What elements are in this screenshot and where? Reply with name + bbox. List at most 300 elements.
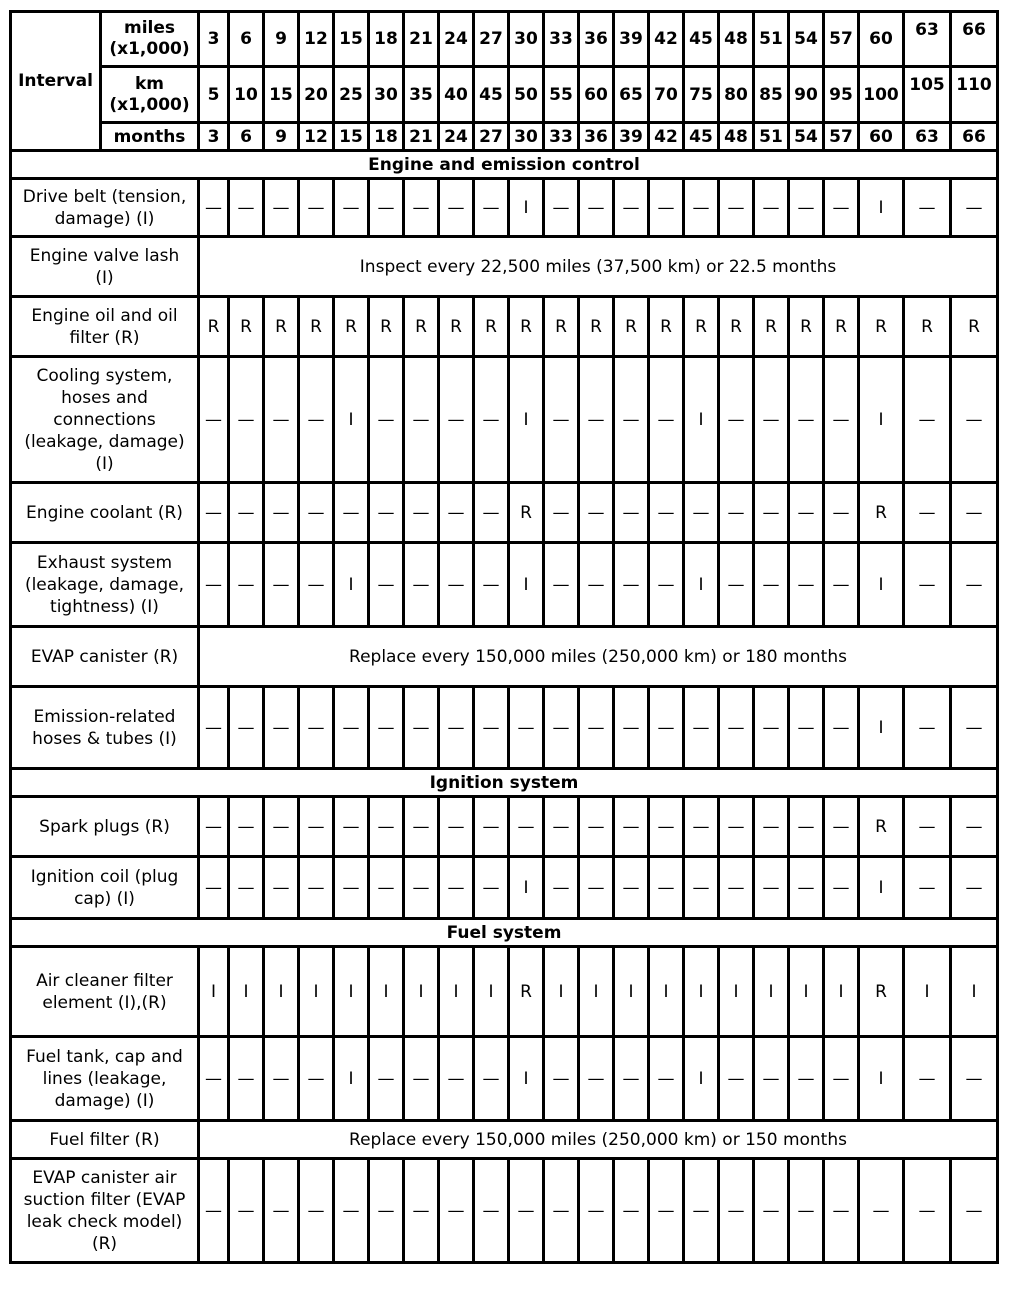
miles-value: 24 bbox=[439, 12, 474, 67]
schedule-cell: — bbox=[404, 1159, 439, 1263]
miles-value: 9 bbox=[264, 12, 299, 67]
km-value: 90 bbox=[789, 67, 824, 123]
schedule-cell: — bbox=[439, 1037, 474, 1121]
schedule-cell: — bbox=[369, 357, 404, 483]
months-value: 66 bbox=[951, 123, 998, 151]
schedule-cell: — bbox=[824, 1037, 859, 1121]
schedule-cell: I bbox=[474, 947, 509, 1037]
schedule-cell: I bbox=[859, 179, 904, 237]
schedule-cell: — bbox=[229, 543, 264, 627]
schedule-cell: — bbox=[544, 543, 579, 627]
schedule-cell: — bbox=[199, 179, 229, 237]
maintenance-schedule-table bbox=[9, 10, 999, 1264]
km-unit-label bbox=[101, 67, 199, 123]
miles-value: 54 bbox=[789, 12, 824, 67]
schedule-cell: — bbox=[951, 857, 998, 919]
miles-value: 36 bbox=[579, 12, 614, 67]
schedule-cell: — bbox=[754, 1159, 789, 1263]
schedule-cell: — bbox=[264, 179, 299, 237]
schedule-row bbox=[11, 797, 998, 857]
schedule-cell: I bbox=[509, 357, 544, 483]
schedule-cell: — bbox=[264, 687, 299, 769]
km-value: 15 bbox=[264, 67, 299, 123]
schedule-cell: I bbox=[509, 179, 544, 237]
header-row-months bbox=[11, 123, 998, 151]
schedule-cell: — bbox=[439, 1159, 474, 1263]
km-value: 110 bbox=[951, 67, 998, 123]
schedule-cell: — bbox=[614, 857, 649, 919]
item-label bbox=[11, 947, 199, 1037]
schedule-cell: I bbox=[509, 857, 544, 919]
schedule-cell: — bbox=[299, 857, 334, 919]
label-line: damage) (I) bbox=[54, 208, 155, 229]
schedule-cell: — bbox=[229, 357, 264, 483]
schedule-row bbox=[11, 179, 998, 237]
miles-value: 27 bbox=[474, 12, 509, 67]
miles-value: 6 bbox=[229, 12, 264, 67]
schedule-cell: — bbox=[649, 483, 684, 543]
schedule-cell: — bbox=[199, 687, 229, 769]
schedule-cell: — bbox=[579, 687, 614, 769]
schedule-cell: — bbox=[754, 1037, 789, 1121]
months-value: 6 bbox=[229, 123, 264, 151]
km-value: 35 bbox=[404, 67, 439, 123]
months-value: 54 bbox=[789, 123, 824, 151]
schedule-row bbox=[11, 1159, 998, 1263]
label-line: Air cleaner filter bbox=[36, 970, 173, 991]
schedule-cell: — bbox=[904, 1159, 951, 1263]
schedule-cell: R bbox=[229, 297, 264, 357]
schedule-cell: I bbox=[509, 1037, 544, 1121]
km-value: 55 bbox=[544, 67, 579, 123]
schedule-cell: — bbox=[951, 543, 998, 627]
months-value: 9 bbox=[264, 123, 299, 151]
label-line: km bbox=[134, 73, 165, 94]
months-value: 42 bbox=[649, 123, 684, 151]
miles-value: 3 bbox=[199, 12, 229, 67]
schedule-cell: — bbox=[544, 357, 579, 483]
item-label bbox=[11, 357, 199, 483]
schedule-cell: R bbox=[859, 797, 904, 857]
schedule-cell: I bbox=[369, 947, 404, 1037]
schedule-cell: — bbox=[369, 179, 404, 237]
schedule-cell: — bbox=[474, 1037, 509, 1121]
schedule-cell: — bbox=[404, 857, 439, 919]
schedule-cell: R bbox=[684, 297, 719, 357]
item-label bbox=[11, 797, 199, 857]
schedule-cell: — bbox=[579, 179, 614, 237]
schedule-cell: — bbox=[904, 179, 951, 237]
schedule-cell: — bbox=[649, 687, 684, 769]
schedule-cell: — bbox=[789, 857, 824, 919]
section-header-row bbox=[11, 151, 998, 179]
schedule-cell: — bbox=[824, 1159, 859, 1263]
months-unit-label: months bbox=[101, 123, 199, 151]
schedule-cell: — bbox=[789, 179, 824, 237]
schedule-cell: — bbox=[369, 797, 404, 857]
months-value: 30 bbox=[509, 123, 544, 151]
schedule-cell: — bbox=[404, 357, 439, 483]
schedule-cell: I bbox=[334, 543, 369, 627]
schedule-cell: — bbox=[754, 357, 789, 483]
section-header-row bbox=[11, 769, 998, 797]
schedule-row bbox=[11, 483, 998, 543]
schedule-cell: — bbox=[579, 1037, 614, 1121]
schedule-cell: — bbox=[649, 1037, 684, 1121]
miles-value: 63 bbox=[904, 12, 951, 67]
schedule-cell: — bbox=[754, 687, 789, 769]
schedule-cell: — bbox=[684, 179, 719, 237]
schedule-row bbox=[11, 543, 998, 627]
km-value: 85 bbox=[754, 67, 789, 123]
schedule-cell: — bbox=[229, 483, 264, 543]
interval-note: Replace every 150,000 miles (250,000 km) or 180 months bbox=[199, 627, 998, 687]
schedule-row bbox=[11, 297, 998, 357]
schedule-cell: R bbox=[859, 483, 904, 543]
schedule-cell: — bbox=[614, 483, 649, 543]
schedule-cell: — bbox=[951, 483, 998, 543]
schedule-cell: — bbox=[684, 1159, 719, 1263]
schedule-cell: — bbox=[264, 857, 299, 919]
schedule-cell: — bbox=[199, 1159, 229, 1263]
item-label bbox=[11, 179, 199, 237]
label-line: Cooling system, bbox=[36, 365, 173, 386]
label-line: (leakage, damage) bbox=[24, 431, 185, 452]
label-line: filter (R) bbox=[69, 327, 140, 348]
schedule-cell: R bbox=[859, 947, 904, 1037]
header-row-km bbox=[11, 67, 998, 123]
miles-value: 57 bbox=[824, 12, 859, 67]
schedule-cell: — bbox=[299, 687, 334, 769]
km-value: 75 bbox=[684, 67, 719, 123]
schedule-cell: — bbox=[229, 797, 264, 857]
months-value: 51 bbox=[754, 123, 789, 151]
section-header-row bbox=[11, 919, 998, 947]
schedule-cell: — bbox=[264, 543, 299, 627]
schedule-cell: — bbox=[199, 857, 229, 919]
schedule-cell: — bbox=[474, 483, 509, 543]
schedule-cell: R bbox=[334, 297, 369, 357]
schedule-cell: I bbox=[754, 947, 789, 1037]
km-value: 20 bbox=[299, 67, 334, 123]
schedule-cell: — bbox=[299, 1159, 334, 1263]
schedule-cell: — bbox=[789, 687, 824, 769]
km-value: 40 bbox=[439, 67, 474, 123]
schedule-cell: — bbox=[684, 687, 719, 769]
miles-value: 30 bbox=[509, 12, 544, 67]
schedule-cell: — bbox=[474, 543, 509, 627]
schedule-cell: — bbox=[439, 687, 474, 769]
label-line: Drive belt (tension, bbox=[22, 186, 187, 207]
km-value: 10 bbox=[229, 67, 264, 123]
schedule-cell: — bbox=[754, 543, 789, 627]
schedule-cell: — bbox=[579, 797, 614, 857]
schedule-cell: I bbox=[229, 947, 264, 1037]
schedule-cell: I bbox=[439, 947, 474, 1037]
schedule-cell: — bbox=[544, 483, 579, 543]
label-line: (x1,000) bbox=[109, 94, 190, 115]
km-value: 80 bbox=[719, 67, 754, 123]
label-line: Ignition coil (plug bbox=[30, 866, 179, 887]
schedule-cell: — bbox=[684, 797, 719, 857]
schedule-cell: I bbox=[299, 947, 334, 1037]
months-value: 33 bbox=[544, 123, 579, 151]
schedule-cell: — bbox=[824, 179, 859, 237]
schedule-cell: — bbox=[264, 357, 299, 483]
schedule-row bbox=[11, 357, 998, 483]
schedule-cell: R bbox=[614, 297, 649, 357]
schedule-cell: I bbox=[509, 543, 544, 627]
schedule-cell: I bbox=[684, 357, 719, 483]
schedule-row bbox=[11, 687, 998, 769]
schedule-cell: — bbox=[199, 1037, 229, 1121]
schedule-cell: — bbox=[824, 797, 859, 857]
section-title: Ignition system bbox=[11, 769, 998, 797]
schedule-cell: — bbox=[509, 687, 544, 769]
schedule-cell: — bbox=[719, 179, 754, 237]
schedule-cell: — bbox=[789, 1037, 824, 1121]
schedule-cell: — bbox=[824, 543, 859, 627]
schedule-cell: — bbox=[824, 483, 859, 543]
schedule-cell: — bbox=[404, 543, 439, 627]
schedule-cell: — bbox=[614, 687, 649, 769]
schedule-cell: — bbox=[544, 797, 579, 857]
label-line: (x1,000) bbox=[109, 39, 190, 59]
months-value: 27 bbox=[474, 123, 509, 151]
schedule-cell: — bbox=[649, 543, 684, 627]
label-line: suction filter (EVAP bbox=[23, 1189, 186, 1210]
schedule-cell: I bbox=[649, 947, 684, 1037]
schedule-cell: — bbox=[614, 1159, 649, 1263]
item-label bbox=[11, 1159, 199, 1263]
schedule-cell: I bbox=[824, 947, 859, 1037]
schedule-cell: — bbox=[334, 797, 369, 857]
item-label bbox=[11, 297, 199, 357]
schedule-cell: — bbox=[334, 483, 369, 543]
months-value: 57 bbox=[824, 123, 859, 151]
schedule-row bbox=[11, 1121, 998, 1159]
schedule-cell: R bbox=[824, 297, 859, 357]
schedule-cell: — bbox=[614, 179, 649, 237]
schedule-cell: — bbox=[579, 543, 614, 627]
schedule-cell: — bbox=[404, 179, 439, 237]
schedule-cell: — bbox=[789, 357, 824, 483]
label-line: hoses and bbox=[61, 387, 148, 408]
months-value: 12 bbox=[299, 123, 334, 151]
schedule-cell: — bbox=[579, 1159, 614, 1263]
schedule-cell: — bbox=[824, 687, 859, 769]
item-label bbox=[11, 237, 199, 297]
km-value: 60 bbox=[579, 67, 614, 123]
schedule-row bbox=[11, 237, 998, 297]
km-value: 5 bbox=[199, 67, 229, 123]
schedule-cell: — bbox=[544, 687, 579, 769]
schedule-cell: I bbox=[614, 947, 649, 1037]
schedule-cell: R bbox=[859, 297, 904, 357]
schedule-cell: I bbox=[859, 857, 904, 919]
schedule-cell: — bbox=[719, 357, 754, 483]
schedule-cell: I bbox=[334, 947, 369, 1037]
schedule-cell: — bbox=[904, 483, 951, 543]
section-title: Engine and emission control bbox=[11, 151, 998, 179]
label-line: EVAP canister air bbox=[32, 1167, 177, 1188]
item-label bbox=[11, 483, 199, 543]
months-value: 48 bbox=[719, 123, 754, 151]
schedule-cell: R bbox=[439, 297, 474, 357]
label-line: Engine oil and oil bbox=[31, 305, 178, 326]
schedule-cell: — bbox=[299, 543, 334, 627]
schedule-cell: I bbox=[951, 947, 998, 1037]
schedule-cell: — bbox=[719, 1159, 754, 1263]
schedule-cell: — bbox=[199, 797, 229, 857]
months-value: 24 bbox=[439, 123, 474, 151]
schedule-cell: — bbox=[264, 1159, 299, 1263]
schedule-cell: — bbox=[474, 1159, 509, 1263]
months-value: 63 bbox=[904, 123, 951, 151]
miles-value: 18 bbox=[369, 12, 404, 67]
miles-value: 60 bbox=[859, 12, 904, 67]
months-value: 60 bbox=[859, 123, 904, 151]
schedule-cell: — bbox=[544, 179, 579, 237]
schedule-cell: — bbox=[579, 483, 614, 543]
schedule-cell: — bbox=[369, 857, 404, 919]
schedule-cell: — bbox=[334, 687, 369, 769]
schedule-row bbox=[11, 857, 998, 919]
km-value: 25 bbox=[334, 67, 369, 123]
label-line: EVAP canister (R) bbox=[30, 646, 179, 667]
schedule-cell: I bbox=[859, 357, 904, 483]
schedule-cell: I bbox=[859, 543, 904, 627]
schedule-cell: — bbox=[904, 797, 951, 857]
schedule-cell: — bbox=[544, 857, 579, 919]
schedule-cell: — bbox=[509, 1159, 544, 1263]
schedule-cell: — bbox=[754, 483, 789, 543]
km-value: 30 bbox=[369, 67, 404, 123]
schedule-cell: — bbox=[649, 857, 684, 919]
miles-value: 42 bbox=[649, 12, 684, 67]
miles-unit-label bbox=[101, 12, 199, 67]
schedule-cell: — bbox=[369, 687, 404, 769]
schedule-cell: — bbox=[299, 179, 334, 237]
schedule-cell: — bbox=[789, 483, 824, 543]
schedule-cell: — bbox=[334, 857, 369, 919]
schedule-cell: — bbox=[904, 1037, 951, 1121]
schedule-cell: — bbox=[404, 483, 439, 543]
schedule-cell: — bbox=[264, 797, 299, 857]
schedule-cell: — bbox=[951, 179, 998, 237]
schedule-cell: — bbox=[369, 483, 404, 543]
label-line: damage) (I) bbox=[54, 1090, 155, 1111]
schedule-cell: — bbox=[951, 797, 998, 857]
km-value: 95 bbox=[824, 67, 859, 123]
schedule-cell: — bbox=[789, 543, 824, 627]
schedule-cell: — bbox=[754, 857, 789, 919]
schedule-cell: — bbox=[579, 357, 614, 483]
schedule-cell: — bbox=[684, 483, 719, 543]
schedule-cell: — bbox=[264, 483, 299, 543]
schedule-cell: I bbox=[334, 1037, 369, 1121]
schedule-cell: R bbox=[579, 297, 614, 357]
schedule-cell: — bbox=[199, 357, 229, 483]
schedule-cell: — bbox=[229, 179, 264, 237]
schedule-cell: — bbox=[439, 543, 474, 627]
label-line: element (I),(R) bbox=[42, 992, 167, 1013]
schedule-cell: — bbox=[649, 357, 684, 483]
km-value: 50 bbox=[509, 67, 544, 123]
schedule-cell: I bbox=[199, 947, 229, 1037]
schedule-cell: I bbox=[404, 947, 439, 1037]
section-title: Fuel system bbox=[11, 919, 998, 947]
item-label bbox=[11, 627, 199, 687]
schedule-cell: — bbox=[719, 687, 754, 769]
schedule-cell: I bbox=[684, 543, 719, 627]
label-line: Emission-related bbox=[33, 706, 176, 727]
schedule-cell: — bbox=[789, 797, 824, 857]
schedule-cell: R bbox=[299, 297, 334, 357]
schedule-cell: — bbox=[719, 1037, 754, 1121]
schedule-cell: R bbox=[199, 297, 229, 357]
schedule-cell: — bbox=[904, 857, 951, 919]
miles-value: 48 bbox=[719, 12, 754, 67]
miles-value: 15 bbox=[334, 12, 369, 67]
label-line: Fuel tank, cap and bbox=[26, 1046, 183, 1067]
schedule-cell: — bbox=[789, 1159, 824, 1263]
schedule-cell: — bbox=[369, 543, 404, 627]
schedule-cell: — bbox=[754, 797, 789, 857]
schedule-cell: R bbox=[904, 297, 951, 357]
miles-value: 66 bbox=[951, 12, 998, 67]
schedule-row bbox=[11, 1037, 998, 1121]
schedule-cell: — bbox=[369, 1159, 404, 1263]
label-line: (R) bbox=[91, 1233, 118, 1254]
schedule-cell: — bbox=[264, 1037, 299, 1121]
km-value: 105 bbox=[904, 67, 951, 123]
months-value: 36 bbox=[579, 123, 614, 151]
km-value: 70 bbox=[649, 67, 684, 123]
header-row-miles bbox=[11, 12, 998, 67]
schedule-cell: I bbox=[544, 947, 579, 1037]
schedule-cell: I bbox=[719, 947, 754, 1037]
miles-value: 45 bbox=[684, 12, 719, 67]
label-line: hoses & tubes (I) bbox=[32, 728, 177, 749]
schedule-cell: — bbox=[229, 1037, 264, 1121]
schedule-cell: — bbox=[229, 1159, 264, 1263]
schedule-cell: — bbox=[904, 357, 951, 483]
miles-value: 21 bbox=[404, 12, 439, 67]
schedule-cell: — bbox=[614, 797, 649, 857]
schedule-cell: — bbox=[474, 179, 509, 237]
months-value: 15 bbox=[334, 123, 369, 151]
interval-label: Interval bbox=[11, 12, 101, 151]
schedule-cell: R bbox=[544, 297, 579, 357]
schedule-cell: — bbox=[474, 797, 509, 857]
schedule-cell: — bbox=[299, 483, 334, 543]
interval-note: Inspect every 22,500 miles (37,500 km) or 22.5 months bbox=[199, 237, 998, 297]
label-line: (I) bbox=[95, 267, 114, 288]
schedule-cell: I bbox=[684, 1037, 719, 1121]
interval-note: Replace every 150,000 miles (250,000 km) or 150 months bbox=[199, 1121, 998, 1159]
schedule-cell: I bbox=[859, 687, 904, 769]
schedule-cell: R bbox=[264, 297, 299, 357]
schedule-cell: — bbox=[719, 483, 754, 543]
item-label bbox=[11, 1121, 199, 1159]
schedule-cell: — bbox=[229, 687, 264, 769]
schedule-cell: — bbox=[824, 357, 859, 483]
miles-value: 39 bbox=[614, 12, 649, 67]
schedule-cell: I bbox=[579, 947, 614, 1037]
months-value: 18 bbox=[369, 123, 404, 151]
schedule-cell: — bbox=[614, 543, 649, 627]
